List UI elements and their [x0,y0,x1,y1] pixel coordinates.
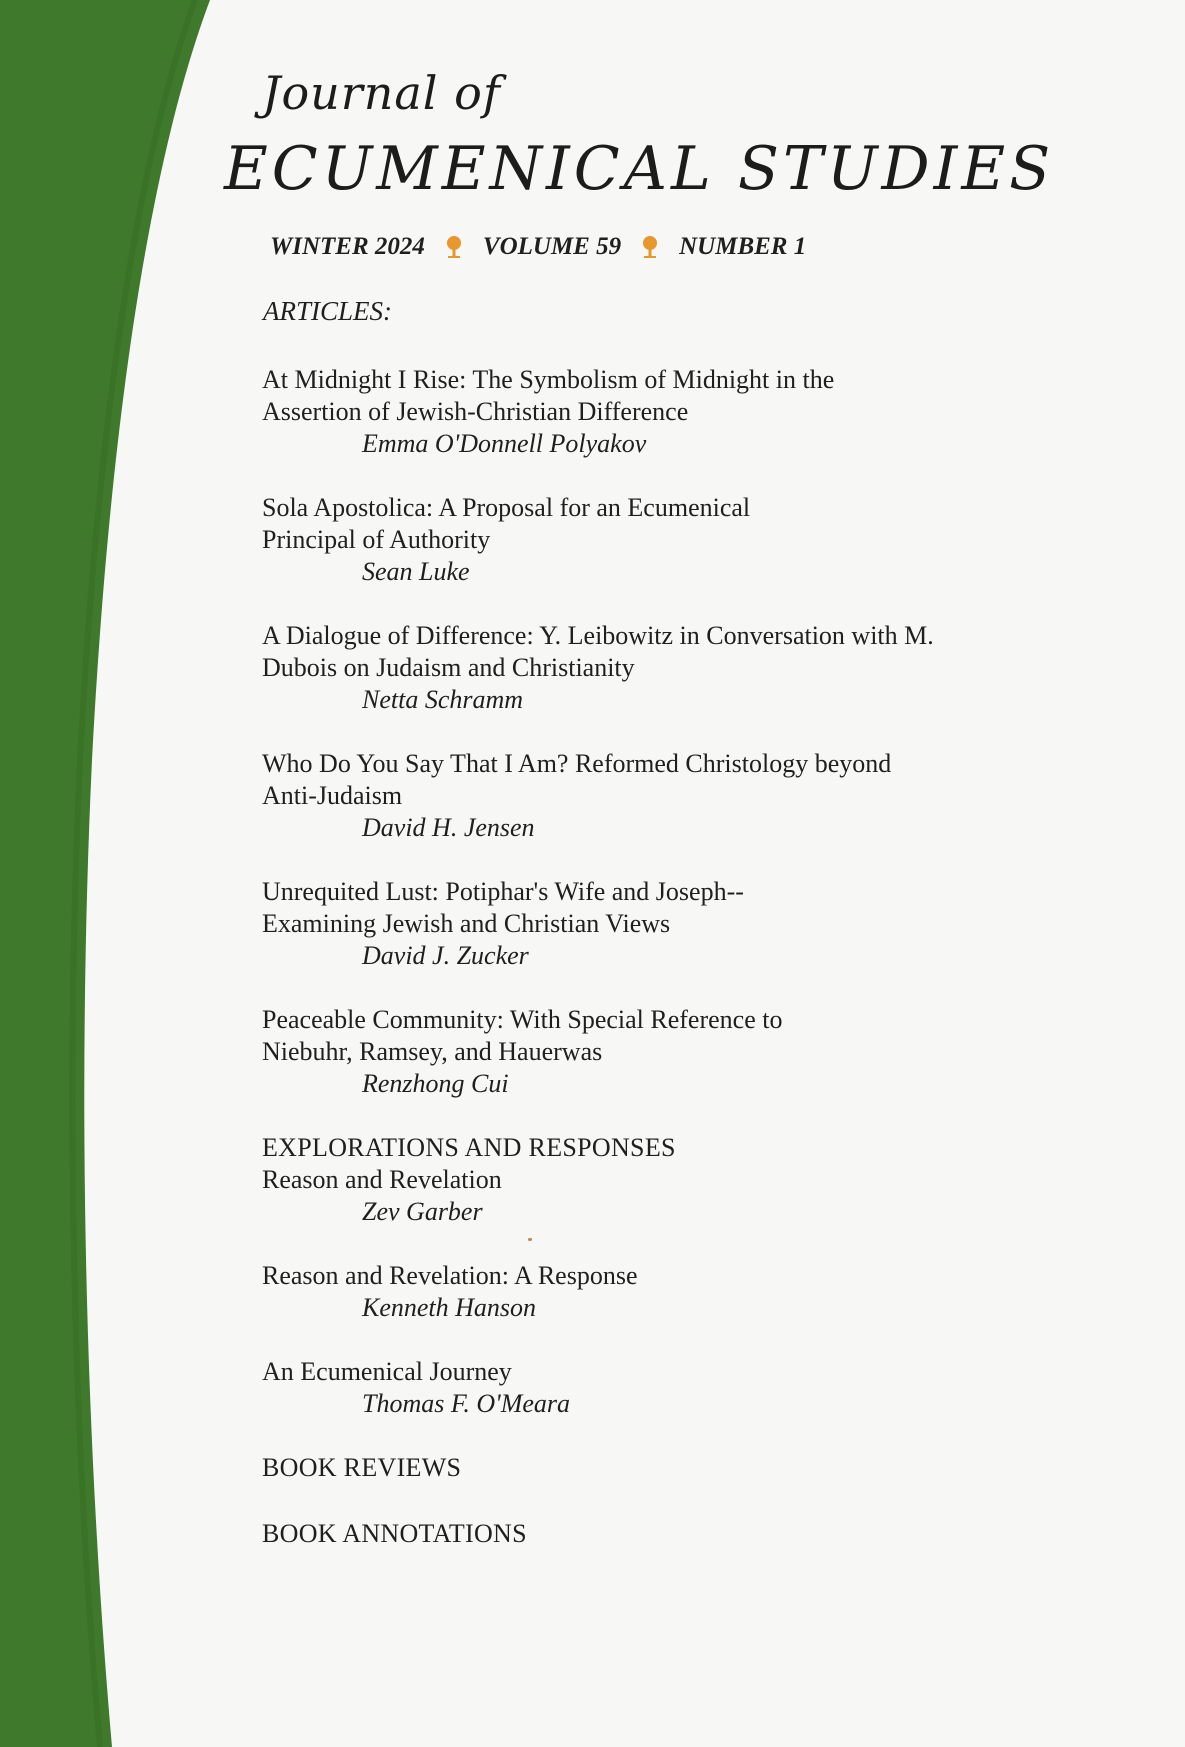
print-speck [528,1238,532,1241]
issue-volume: VOLUME 59 [482,233,622,260]
book-reviews-heading: BOOK REVIEWS [262,1453,462,1482]
article-entry [262,748,1142,844]
exploration-author: Kenneth Hanson [362,1293,537,1322]
article-author: Emma O'Donnell Polyakov [362,429,647,458]
exploration-entry [262,1356,1142,1420]
article-title: A Dialogue of Difference: Y. Leibowitz in Conversation with M. Dubois on Judaism and Christianity [262,621,934,682]
explorations-section [262,1132,1142,1228]
article-title: Sola Apostolica: A Proposal for an Ecumenical Principal of Authority [262,493,751,554]
article-entry [262,492,1142,588]
article-title: At Midnight I Rise: The Symbolism of Midnight in the Assertion of Jewish-Christian Difference [262,365,835,426]
article-entry [262,1004,1142,1100]
article-title: Who Do You Say That I Am? Reformed Christology beyond Anti-Judaism [262,749,892,810]
exploration-title: Reason and Revelation: A Response [262,1261,638,1290]
exploration-title: Reason and Revelation [262,1165,502,1194]
issue-number: NUMBER 1 [679,233,807,260]
exploration-entry [262,1260,1142,1324]
article-author: David J. Zucker [362,941,529,970]
table-of-contents [262,364,1142,1584]
article-entry [262,876,1142,972]
tree-icon [639,235,661,259]
article-author: Sean Luke [362,557,470,586]
article-title: Peaceable Community: With Special Reference to Niebuhr, Ramsey, and Hauerwas [262,1005,783,1066]
issue-season: WINTER 2024 [270,233,425,260]
article-title: Unrequited Lust: Potiphar's Wife and Joseph-- Examining Jewish and Christian Views [262,877,744,938]
book-annotations-heading: BOOK ANNOTATIONS [262,1519,527,1548]
tree-icon [443,235,465,259]
article-author: David H. Jensen [362,813,535,842]
article-entry [262,620,1142,716]
explorations-heading: EXPLORATIONS AND RESPONSES [262,1133,676,1162]
exploration-author: Zev Garber [362,1197,483,1226]
article-author: Renzhong Cui [362,1069,509,1098]
articles-heading: ARTICLES: [263,296,393,326]
article-entry [262,364,1142,460]
exploration-title: An Ecumenical Journey [262,1357,512,1386]
issue-info [270,233,806,261]
journal-title-line2: ECUMENICAL STUDIES [224,134,1055,204]
exploration-author: Thomas F. O'Meara [362,1389,571,1418]
journal-title-line1: Journal of [262,66,501,120]
article-author: Netta Schramm [362,685,524,714]
